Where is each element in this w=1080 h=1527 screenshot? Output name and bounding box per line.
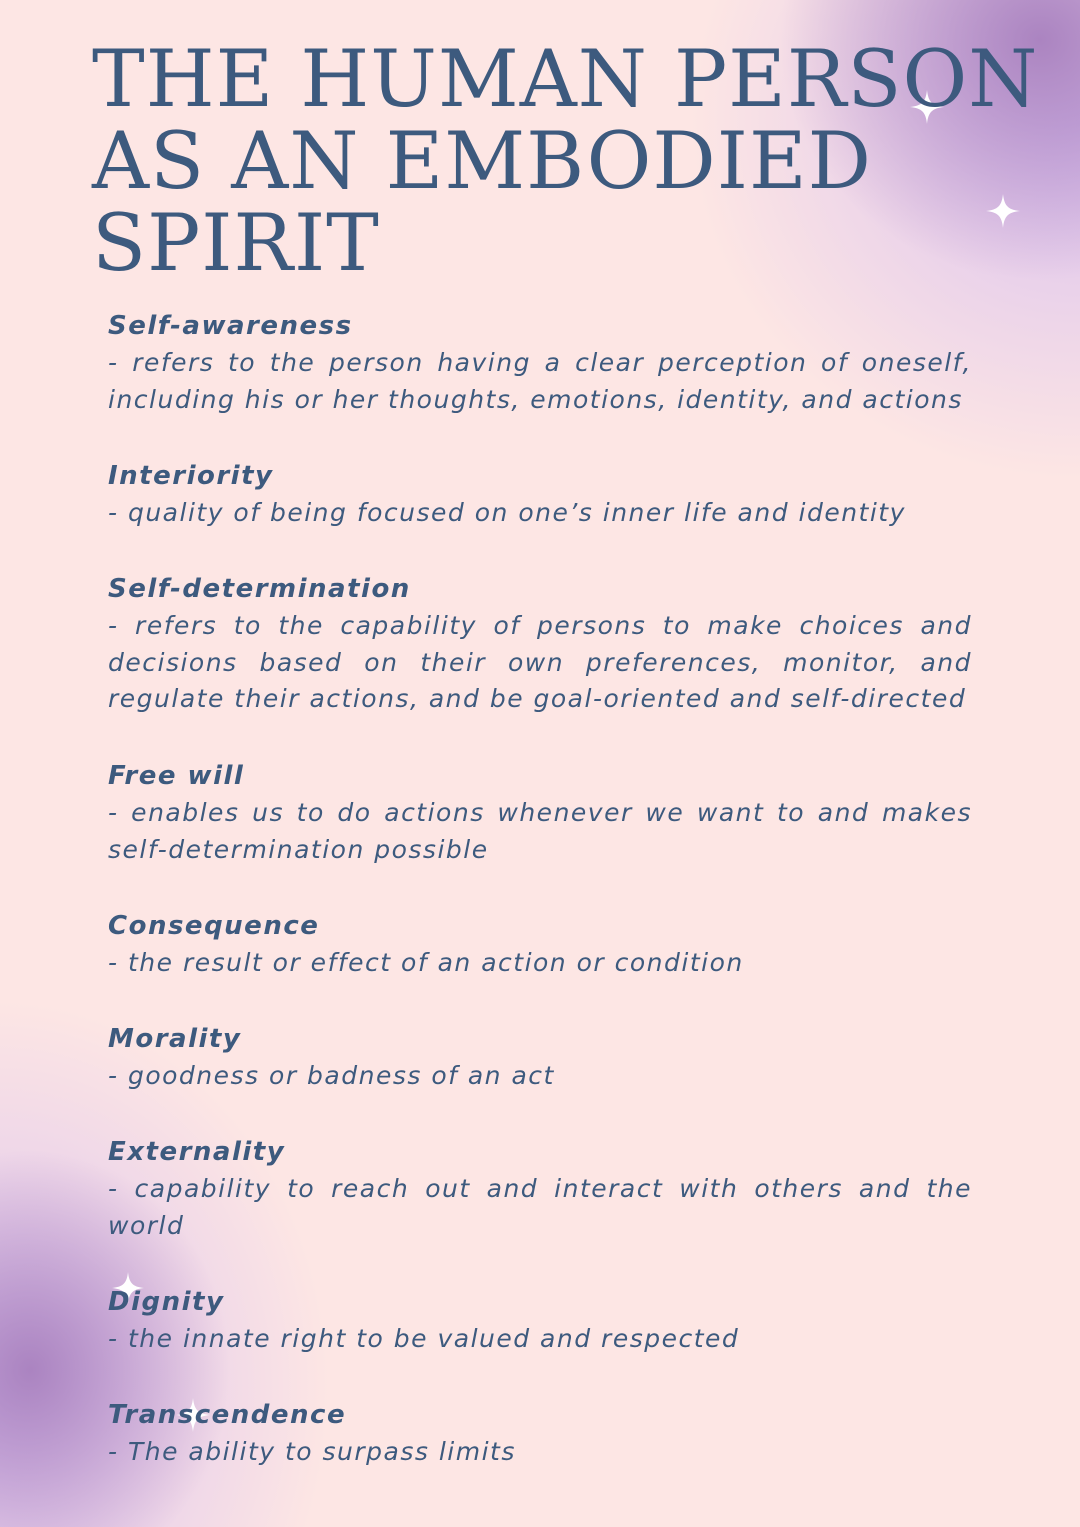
term-item-self-awareness xyxy=(108,308,972,458)
term-definition: - refers to the person having a clear perception of oneself, including his or her thoughts, emotions, identity, and actions xyxy=(108,348,972,414)
term-list xyxy=(108,308,972,1510)
term-item-dignity xyxy=(108,1284,972,1397)
term-item-transcendence xyxy=(108,1397,972,1510)
term-item-interiority xyxy=(108,458,972,571)
term-name: Self-awareness xyxy=(108,311,353,341)
term-item-externality xyxy=(108,1134,972,1284)
term-name: Interiority xyxy=(108,461,274,491)
term-definition: - enables us to do actions whenever we want to and makes self-determination possible xyxy=(108,798,972,864)
term-name: Externality xyxy=(108,1137,286,1167)
term-definition: - quality of being focused on one’s inner life and identity xyxy=(108,498,906,527)
term-definition: - the result or effect of an action or condition xyxy=(108,948,744,977)
title-line: AS AN EMBODIED xyxy=(92,115,872,207)
term-name: Morality xyxy=(108,1024,242,1054)
term-name: Dignity xyxy=(108,1287,225,1317)
term-definition: - refers to the capability of persons to make choices and decisions based on their own preferences, monitor, and regulate their actions, and be goal-oriented and self-directed xyxy=(108,611,972,713)
term-item-free-will xyxy=(108,758,972,908)
term-item-consequence xyxy=(108,908,972,1021)
title-line: SPIRIT xyxy=(92,197,380,289)
term-definition: - goodness or badness of an act xyxy=(108,1061,555,1090)
term-item-morality xyxy=(108,1021,972,1134)
term-definition: - capability to reach out and interact with others and the world xyxy=(108,1174,972,1240)
term-name: Self-determination xyxy=(108,574,411,604)
term-name: Transcendence xyxy=(108,1400,347,1430)
term-item-self-determination xyxy=(108,571,972,758)
term-name: Free will xyxy=(108,761,245,791)
term-definition: - The ability to surpass limits xyxy=(108,1437,516,1466)
term-name: Consequence xyxy=(108,911,320,941)
page-title xyxy=(92,33,1039,289)
title-line: THE HUMAN PERSON xyxy=(92,33,1039,125)
term-definition: - the innate right to be valued and respected xyxy=(108,1324,740,1353)
